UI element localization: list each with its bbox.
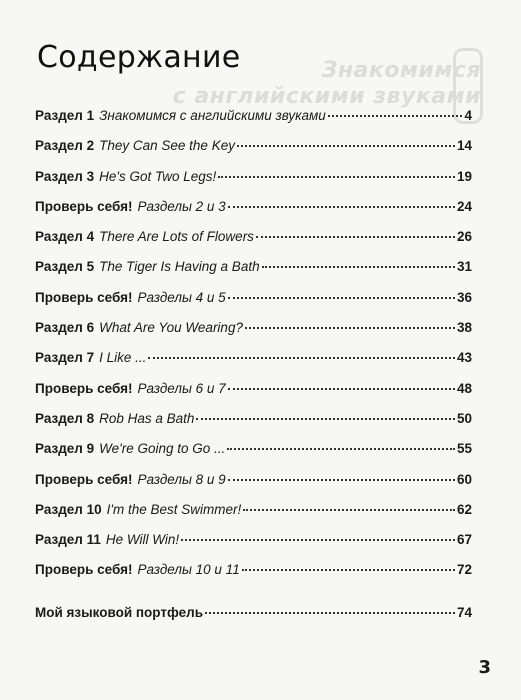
toc-entry-section: Проверь себя! xyxy=(35,289,133,305)
dot-leader xyxy=(228,206,455,208)
dot-leader xyxy=(148,357,455,359)
toc-entry-page: 72 xyxy=(456,562,472,578)
toc-entry-title: Знакомимся с английскими звуками xyxy=(99,108,326,123)
toc-entry-page: 48 xyxy=(456,380,472,396)
toc-entry-section: Раздел 10 xyxy=(35,501,102,517)
toc-entry-page: 62 xyxy=(456,501,472,517)
toc-entry-check-6-7[interactable] xyxy=(35,381,472,403)
toc-entry-title: We're Going to Go ... xyxy=(99,441,226,457)
toc-entry-title: Разделы 8 и 9 xyxy=(137,471,226,487)
toc-entry-title: I Like ... xyxy=(99,350,147,366)
toc-entry-page: 74 xyxy=(456,604,472,620)
toc-entry-title: Разделы 2 и 3 xyxy=(137,198,226,214)
toc-entry-title: I'm the Best Swimmer! xyxy=(106,501,242,517)
dot-leader xyxy=(205,612,455,614)
toc-entry-section: Раздел 2 xyxy=(35,138,95,154)
toc-entry-title: He's Got Two Legs! xyxy=(99,168,217,184)
toc-entry-section: Проверь себя! xyxy=(35,562,133,578)
toc-entry-page: 4 xyxy=(464,108,472,123)
toc-entry-section: Раздел 3 xyxy=(35,168,95,184)
toc-entry-section-6[interactable] xyxy=(35,320,472,342)
toc-entry-check-2-3[interactable] xyxy=(35,199,472,221)
dot-leader xyxy=(218,176,455,178)
toc-entry-check-10-11[interactable] xyxy=(35,562,472,584)
page-title: Содержание xyxy=(37,40,241,75)
toc-entry-section-10[interactable] xyxy=(35,502,472,524)
toc-entry-page: 38 xyxy=(456,320,472,336)
toc-entry-check-8-9[interactable] xyxy=(35,472,472,494)
toc-entry-title: Разделы 6 и 7 xyxy=(137,380,226,396)
toc-entry-section-8[interactable] xyxy=(35,411,472,433)
toc-entry-portfolio[interactable] xyxy=(35,605,472,627)
toc-entry-section-11[interactable] xyxy=(35,532,472,554)
dot-leader xyxy=(262,266,455,268)
toc-entry-section: Проверь себя! xyxy=(35,471,133,487)
toc-entry-title: What Are You Wearing? xyxy=(99,320,243,336)
toc-entry-section: Мой языковой портфель xyxy=(35,604,203,620)
dot-leader xyxy=(228,479,455,481)
toc-entry-title: There Are Lots of Flowers xyxy=(99,229,254,245)
toc-entry-section-3[interactable] xyxy=(35,169,472,191)
toc-entry-page: 19 xyxy=(456,168,472,184)
dot-leader xyxy=(228,388,455,390)
page-number: 3 xyxy=(478,657,491,678)
dot-leader xyxy=(242,569,455,571)
toc-entry-page: 31 xyxy=(456,259,472,275)
dot-leader xyxy=(237,145,455,147)
toc-entry-title: Разделы 4 и 5 xyxy=(137,289,226,305)
toc-entry-title: The Tiger Is Having a Bath xyxy=(99,259,260,275)
toc-entry-section: Раздел 9 xyxy=(35,441,95,457)
dot-leader xyxy=(243,509,455,511)
toc-entry-title: They Can See the Key xyxy=(99,138,235,154)
toc-entry-section-7[interactable] xyxy=(35,350,472,372)
toc-entry-section-1[interactable] xyxy=(35,108,472,130)
toc-entry-page: 60 xyxy=(456,471,472,487)
toc-entry-section: Раздел 6 xyxy=(35,320,95,336)
toc-entry-section: Раздел 8 xyxy=(35,410,95,426)
ghost-line-1: Знакомимся xyxy=(321,58,481,83)
dot-leader xyxy=(245,327,455,329)
table-of-contents xyxy=(35,108,472,635)
toc-entry-section: Раздел 11 xyxy=(35,532,101,548)
toc-entry-title: Rob Has a Bath xyxy=(99,410,195,426)
dot-leader xyxy=(256,236,455,238)
toc-entry-page: 43 xyxy=(456,350,472,366)
toc-entry-section: Проверь себя! xyxy=(35,380,133,396)
toc-entry-page: 26 xyxy=(456,229,472,245)
toc-entry-section: Раздел 1 xyxy=(35,108,95,123)
toc-entry-page: 67 xyxy=(456,532,472,548)
toc-entry-page: 24 xyxy=(456,198,472,214)
dot-leader xyxy=(328,115,463,117)
toc-entry-section-2[interactable] xyxy=(35,138,472,160)
toc-entry-page: 14 xyxy=(456,138,472,154)
spacer xyxy=(35,593,472,605)
toc-entry-section: Раздел 4 xyxy=(35,229,95,245)
toc-entry-check-4-5[interactable] xyxy=(35,290,472,312)
toc-entry-page: 50 xyxy=(456,410,472,426)
toc-entry-title: He Will Win! xyxy=(105,532,180,548)
toc-entry-title: Разделы 10 и 11 xyxy=(137,562,240,578)
toc-entry-page: 36 xyxy=(456,289,472,305)
dot-leader xyxy=(228,297,455,299)
toc-entry-section: Проверь себя! xyxy=(35,198,133,214)
ghost-line-2: с английскими звуками xyxy=(172,84,481,109)
toc-entry-section: Раздел 5 xyxy=(35,259,95,275)
toc-entry-section-9[interactable] xyxy=(35,441,472,463)
toc-entry-section-5[interactable] xyxy=(35,259,472,281)
dot-leader xyxy=(227,448,455,450)
toc-entry-page: 55 xyxy=(456,441,472,457)
toc-entry-section-4[interactable] xyxy=(35,229,472,251)
toc-entry-section: Раздел 7 xyxy=(35,350,95,366)
dot-leader xyxy=(196,418,455,420)
dot-leader xyxy=(181,539,455,541)
